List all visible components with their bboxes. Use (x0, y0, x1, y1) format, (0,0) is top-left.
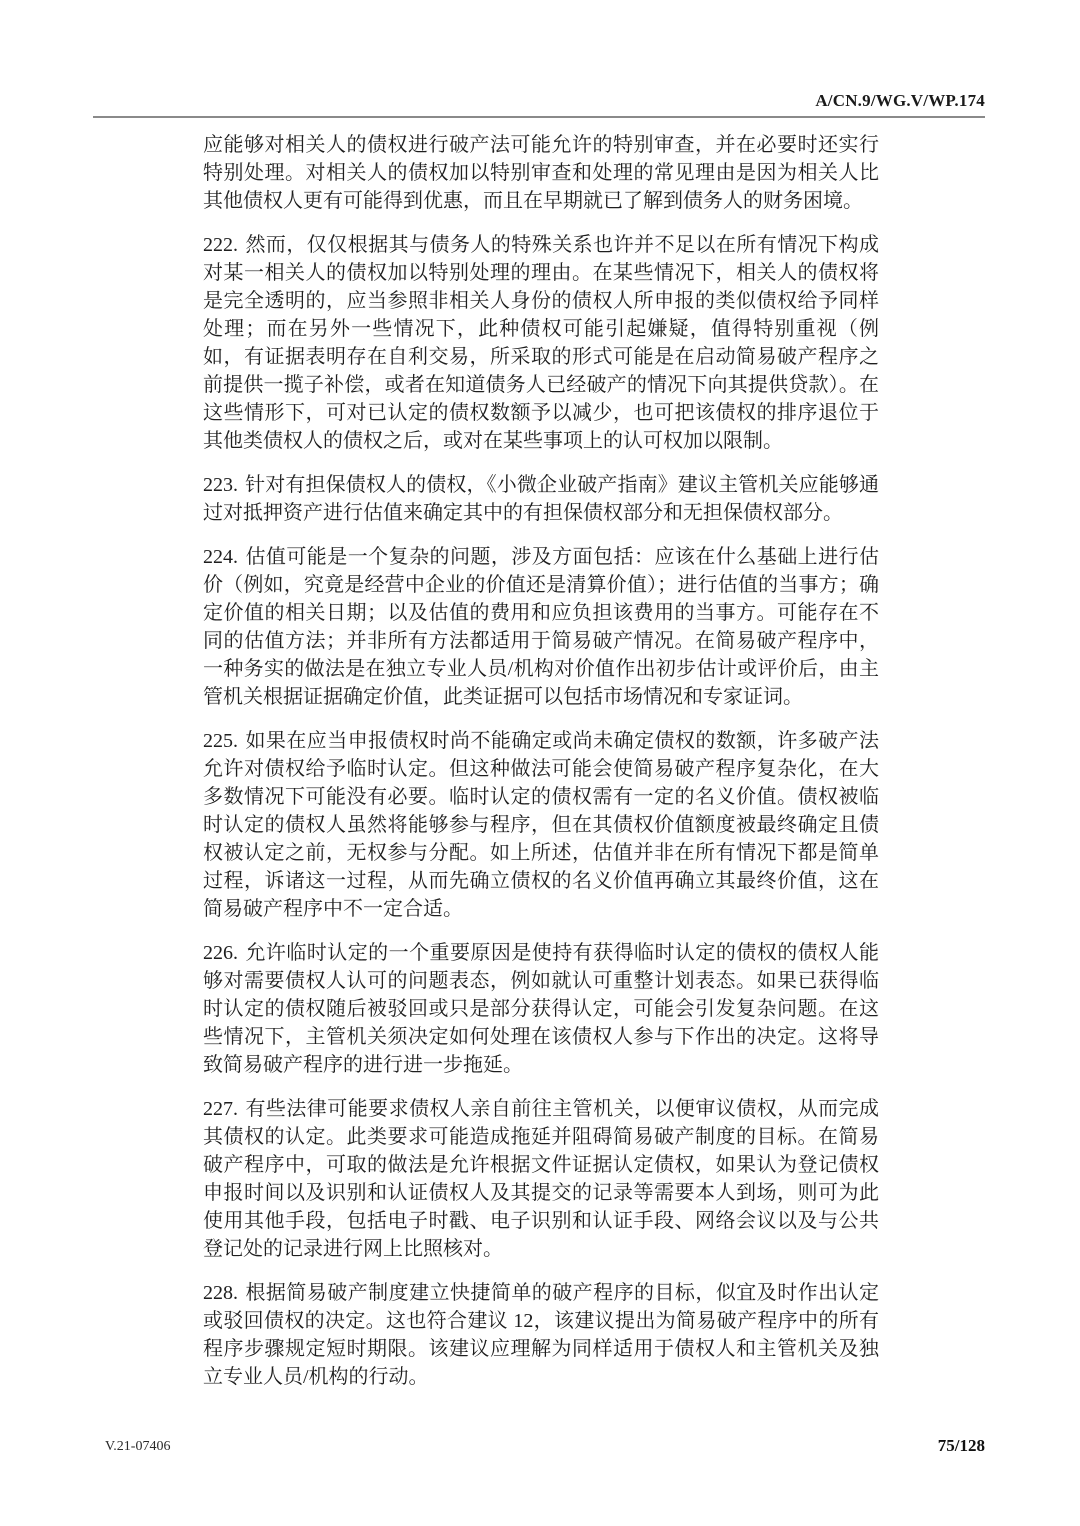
paragraph-223 (203, 471, 879, 527)
paragraph-text: 允许临时认定的一个重要原因是使持有获得临时认定的债权的债权人能够对需要债权人认可的问题表态，例如就认可重整计划表态。如果已获得临时认定的债权随后被驳回或只是部分获得认定，可能会引发复杂问题。在这些情况下，主管机关须决定如何处理在该债权人参与下作出的决定。这将导致简易破产程序的进行进一步拖延。 (203, 942, 879, 1076)
footer-document-number: V.21-07406 (105, 1439, 171, 1454)
header-divider (93, 116, 985, 118)
document-body (203, 131, 879, 1407)
document-symbol: A/CN.9/WG.V/WP.174 (815, 91, 985, 110)
paragraph-number: 223. (203, 474, 238, 496)
paragraph-number: 224. (203, 546, 238, 568)
paragraph-text: 估值可能是一个复杂的问题，涉及方面包括：应该在什么基础上进行估价（例如，究竟是经营中企业的价值还是清算价值）；进行估值的当事方；确定价值的相关日期；以及估值的费用和应负担该费用的当事方。可能存在不同的估值方法；并非所有方法都适用于简易破产情况。在简易破产程序中，一种务实的做法是在独立专业人员/机构对价值作出初步估计或评价后，由主管机关根据证据确定价值，此类证据可以包括市场情况和专家证词。 (203, 546, 879, 708)
paragraph-text: 针对有担保债权人的债权，《小微企业破产指南》建议主管机关应能够通过对抵押资产进行估值来确定其中的有担保债权部分和无担保债权部分。 (203, 474, 879, 524)
page-footer (105, 1436, 985, 1460)
paragraph-number: 227. (203, 1098, 238, 1120)
paragraph-228 (203, 1279, 879, 1391)
paragraph-222 (203, 231, 879, 455)
paragraph-text: 有些法律可能要求债权人亲自前往主管机关，以便审议债权，从而完成其债权的认定。此类要求可能造成拖延并阻碍简易破产制度的目标。在简易破产程序中，可取的做法是允许根据文件证据认定债权，如果认为登记债权申报时间以及识别和认证债权人及其提交的记录等需要本人到场，则可为此使用其他手段，包括电子时戳、电子识别和认证手段、网络会议以及与公共登记处的记录进行网上比照核对。 (203, 1098, 879, 1260)
paragraph-224 (203, 543, 879, 711)
paragraph-226 (203, 939, 879, 1079)
paragraph-number: 225. (203, 730, 238, 752)
paragraph-continuation (203, 131, 879, 215)
paragraph-225 (203, 727, 879, 923)
paragraph-text: 然而，仅仅根据其与债务人的特殊关系也许并不足以在所有情况下构成对某一相关人的债权加以特别处理的理由。在某些情况下，相关人的债权将是完全透明的，应当参照非相关人身份的债权人所申报的类似债权给予同样处理；而在另外一些情况下，此种债权可能引起嫌疑，值得特别重视（例如，有证据表明存在自利交易，所采取的形式可能是在启动简易破产程序之前提供一揽子补偿，或者在知道债务人已经破产的情况下向其提供贷款）。在这些情形下，可对已认定的债权数额予以减少，也可把该债权的排序退位于其他类债权人的债权之后，或对在某些事项上的认可权加以限制。 (203, 234, 879, 452)
paragraph-227 (203, 1095, 879, 1263)
paragraph-text: 如果在应当申报债权时尚不能确定或尚未确定债权的数额，许多破产法允许对债权给予临时认定。但这种做法可能会使简易破产程序复杂化，在大多数情况下可能没有必要。临时认定的债权需有一定的名义价值。债权被临时认定的债权人虽然将能够参与程序，但在其债权价值额度被最终确定且债权被认定之前，无权参与分配。如上所述，估值并非在所有情况下都是简单过程，诉诸这一过程，从而先确立债权的名义价值再确立其最终价值，这在简易破产程序中不一定合适。 (203, 730, 879, 920)
paragraph-number: 222. (203, 234, 238, 256)
page-header (93, 90, 985, 112)
paragraph-text: 根据简易破产制度建立快捷简单的破产程序的目标，似宜及时作出认定或驳回债权的决定。这也符合建议 12，该建议提出为简易破产程序中的所有程序步骤规定短时期限。该建议应理解为同样适用于债权人和主管机关及独立专业人员/机构的行动。 (203, 1282, 879, 1388)
paragraph-number: 226. (203, 942, 238, 964)
footer-page-number: 75/128 (937, 1436, 985, 1455)
paragraph-number: 228. (203, 1282, 238, 1304)
paragraph-text: 应能够对相关人的债权进行破产法可能允许的特别审查，并在必要时还实行特别处理。对相关人的债权加以特别审查和处理的常见理由是因为相关人比其他债权人更有可能得到优惠，而且在早期就已了解到债务人的财务困境。 (203, 134, 879, 212)
